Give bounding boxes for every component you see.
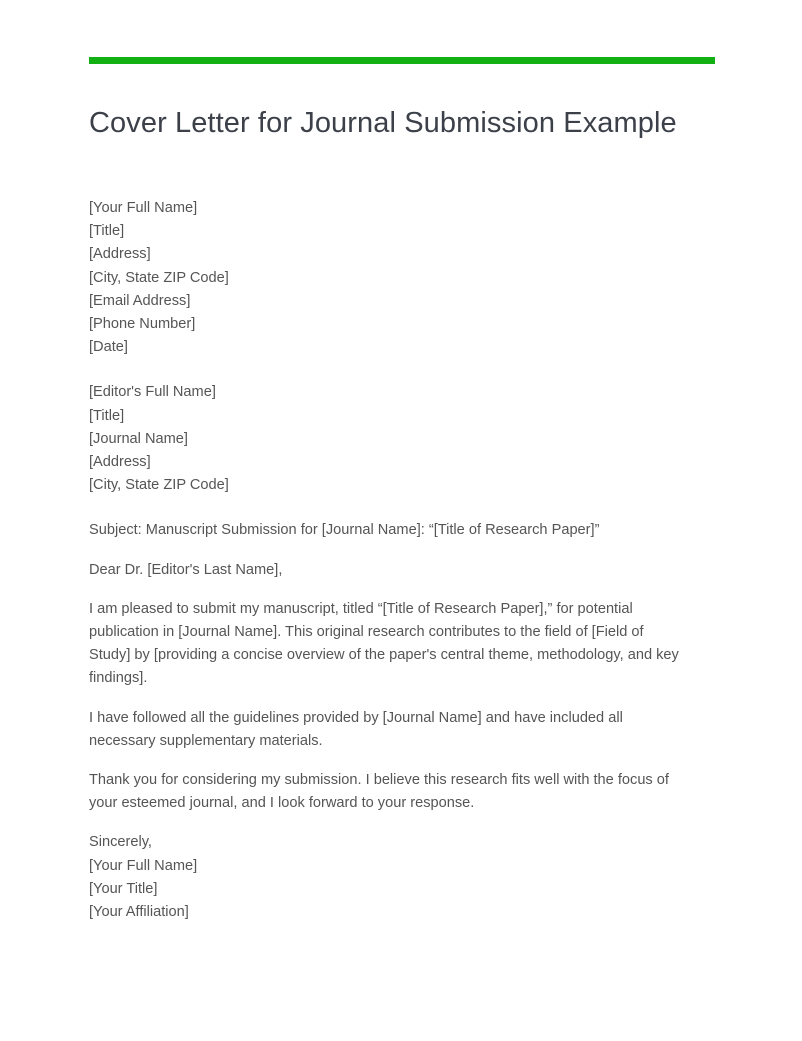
recipient-address-block <box>89 381 679 497</box>
closing-line: [Your Full Name] <box>89 857 198 874</box>
letter-body <box>89 141 683 924</box>
closing-line: [Your Affiliation] <box>89 904 189 921</box>
recipient-line: [Address] <box>89 454 151 471</box>
sender-line: [Date] <box>89 339 128 356</box>
recipient-line: [Editor's Full Name] <box>89 384 216 401</box>
document-content <box>89 0 715 924</box>
salutation: Dear Dr. [Editor's Last Name], <box>89 561 283 578</box>
closing-line: Sincerely, <box>89 834 152 851</box>
sender-address-block <box>89 197 679 359</box>
recipient-line: [Journal Name] <box>89 430 188 447</box>
sender-line: [Your Full Name] <box>89 200 198 216</box>
sender-line: [Address] <box>89 246 151 263</box>
body-paragraph-2: I have followed all the guidelines provided by [Journal Name] and have included all necessary supplementary materials. <box>89 709 627 749</box>
closing-line: [Your Title] <box>89 880 158 897</box>
subject-line: Subject: Manuscript Submission for [Journal Name]: “[Title of Research Paper]” <box>89 522 600 539</box>
recipient-line: [City, State ZIP Code] <box>89 477 229 494</box>
body-paragraph-3: Thank you for considering my submission. I believe this research fits well with the focus of your esteemed journal, and I look forward to your response. <box>89 772 674 812</box>
page-title: Cover Letter for Journal Submission Example <box>89 107 677 139</box>
sender-line: [Phone Number] <box>89 316 196 333</box>
sender-line: [Title] <box>89 223 125 240</box>
closing-signature-block <box>89 831 679 924</box>
body-paragraph-1: I am pleased to submit my manuscript, titled “[Title of Research Paper],” for potential publication in [Journal Name]. This original research contributes to the field of [Field of Study] by [providing a concise overview of the paper's central theme, methodology, and key findings]. <box>89 600 683 687</box>
sender-line: [Email Address] <box>89 292 191 309</box>
sender-line: [City, State ZIP Code] <box>89 269 229 286</box>
green-accent-bar <box>89 57 715 64</box>
recipient-line: [Title] <box>89 407 125 424</box>
